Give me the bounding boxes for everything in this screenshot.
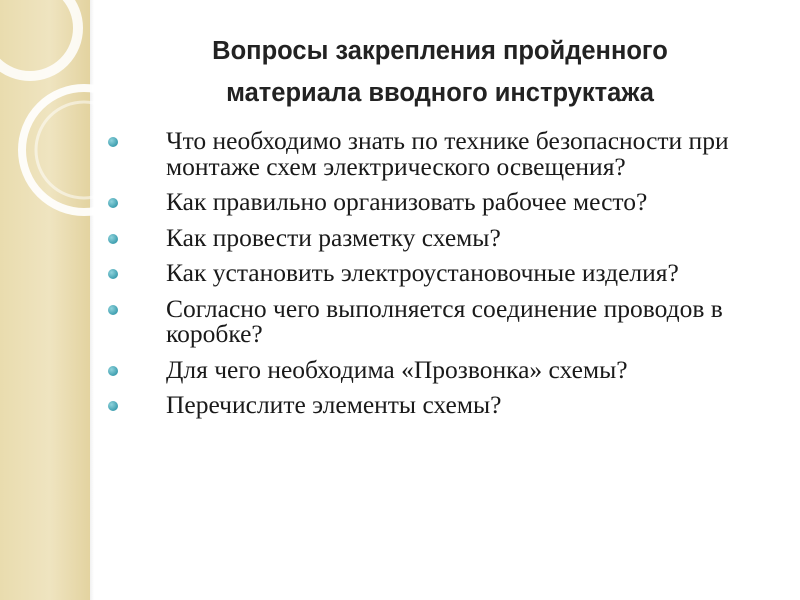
question-item bbox=[104, 260, 784, 286]
question-text: Согласно чего выполняется соединение проводов в коробке? bbox=[166, 293, 723, 348]
question-item bbox=[104, 392, 784, 418]
question-text: Для чего необходима «Прозвонка» схемы? bbox=[166, 354, 628, 384]
circle-bullet-icon bbox=[108, 401, 118, 411]
question-item bbox=[104, 128, 784, 179]
circle-bullet-icon bbox=[108, 137, 118, 147]
question-item bbox=[104, 222, 784, 252]
question-text: Перечислите элементы схемы? bbox=[166, 390, 502, 419]
circle-bullet-icon bbox=[108, 366, 118, 376]
circle-bullet-icon bbox=[108, 198, 118, 208]
question-item bbox=[104, 354, 784, 384]
slide-title-line-2: материала вводного инструктажа bbox=[226, 79, 654, 107]
question-list bbox=[104, 128, 784, 428]
slide-title bbox=[120, 30, 760, 114]
question-item bbox=[104, 189, 784, 215]
circle-bullet-icon bbox=[108, 305, 118, 315]
circle-bullet-icon bbox=[108, 269, 118, 279]
circle-bullet-icon bbox=[108, 234, 118, 244]
question-text: Как провести разметку схемы? bbox=[166, 222, 501, 252]
question-text: Что необходимо знать по технике безопасности при монтаже схем электрического освещения? bbox=[166, 126, 729, 181]
question-text: Как правильно организовать рабочее место? bbox=[166, 187, 648, 216]
question-text: Как установить электроустановочные изделия? bbox=[166, 258, 679, 287]
question-item bbox=[104, 293, 784, 348]
slide-title-line-1: Вопросы закрепления пройденного bbox=[212, 37, 668, 65]
